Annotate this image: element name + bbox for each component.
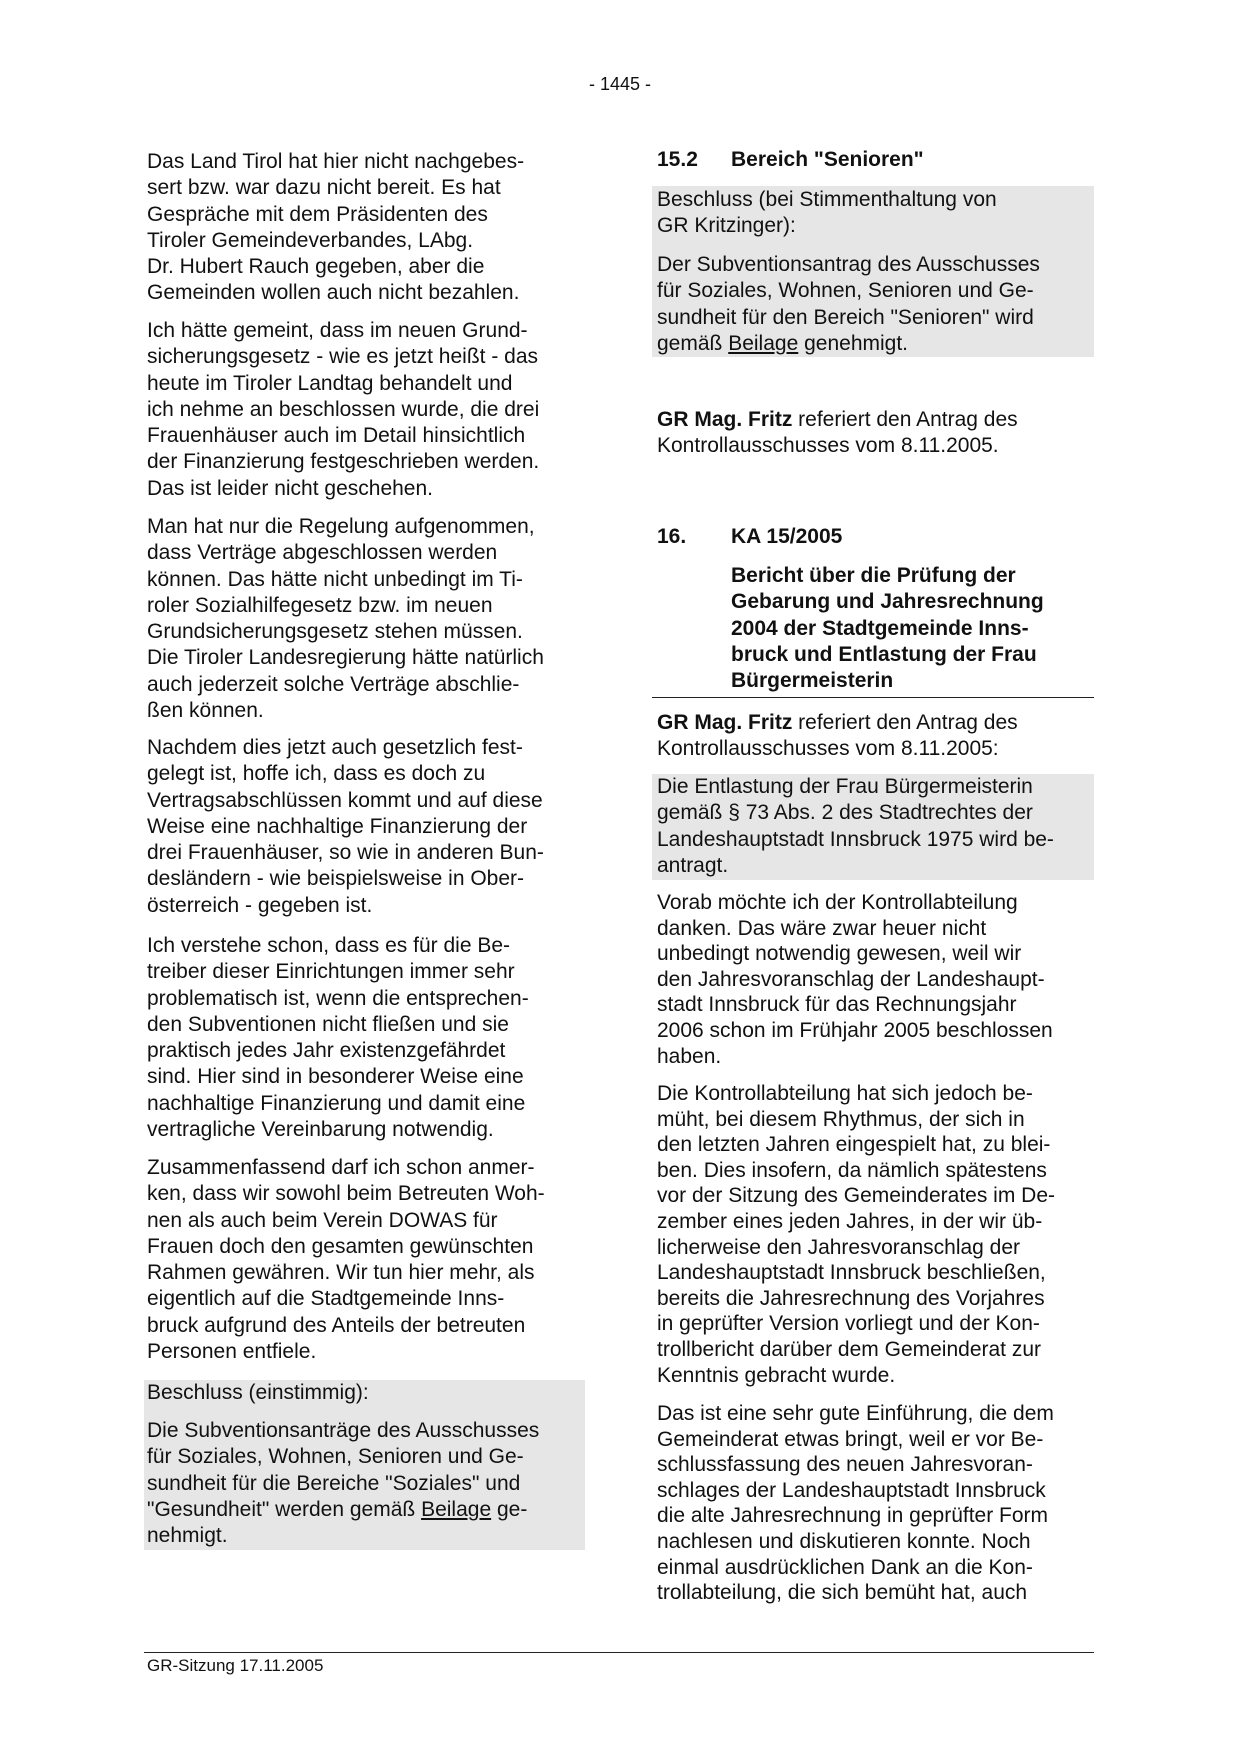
text-line: bruck und Entlastung der Frau (731, 642, 1037, 666)
text-line: sind. Hier sind in besonderer Weise eine (147, 1065, 524, 1089)
text-line: drei Frauenhäuser, so wie in anderen Bun- (147, 841, 544, 865)
text-line: gelegt ist, hoffe ich, dass es doch zu (147, 762, 486, 786)
text-line: nen als auch beim Verein DOWAS für (147, 1208, 498, 1232)
text-line: Kontrollausschusses vom 8.11.2005: (657, 737, 999, 761)
text-line: Gespräche mit dem Präsidenten des (147, 202, 488, 226)
speaker-name: GR Mag. Fritz (657, 408, 793, 431)
text-line: vertragliche Vereinbarung notwendig. (147, 1118, 494, 1142)
text-segment: gemäß (657, 331, 729, 355)
paragraph (147, 1155, 545, 1365)
attachment-reference: Beilage (421, 1497, 492, 1521)
text-segment: referiert den Antrag des (792, 711, 1018, 734)
text-line: Gebarung und Jahresrechnung (731, 590, 1044, 614)
text-line: Die Subventionsanträge des Ausschusses (147, 1419, 540, 1442)
text-line: schlussfassung des neuen Jahresvoran- (657, 1453, 1033, 1477)
text-line: trollabteilung, die sich bemüht hat, auch (657, 1581, 1028, 1605)
resolution-label (657, 187, 997, 240)
text-line: dass Verträge abgeschlossen werden (147, 541, 498, 565)
text-line: ben. Dies insofern, da nämlich spätestens (657, 1158, 1047, 1182)
text-segment: "Gesundheit" werden gemäß (147, 1497, 422, 1521)
section-number: 16. (657, 525, 687, 548)
text-line: Die Kontrollabteilung hat sich jedoch be- (657, 1082, 1033, 1105)
speaker-name: GR Mag. Fritz (657, 711, 793, 734)
text-line: ich nehme an beschlossen wurde, die drei (147, 397, 540, 421)
section-title (731, 563, 1044, 694)
text-line: unbedingt notwendig gewesen, weil wir (657, 942, 1022, 966)
paragraph (147, 514, 544, 724)
text-segment: ge- (491, 1497, 528, 1521)
text-line: sundheit für den Bereich "Senioren" wird (657, 305, 1034, 329)
resolution-text (657, 252, 1040, 357)
text-line: vor der Sitzung des Gemeinderates im De- (657, 1184, 1056, 1208)
motion-text (657, 774, 1054, 879)
text-line: bereits die Jahresrechnung des Vorjahres (657, 1286, 1045, 1310)
text-line: in geprüfter Version vorliegt und der Kon- (657, 1312, 1040, 1336)
text-line: einmal ausdrücklichen Dank an die Kon- (657, 1555, 1033, 1579)
text-line (657, 407, 1018, 433)
text-line: österreich - gegeben ist. (147, 893, 373, 917)
paragraph (657, 1401, 1054, 1606)
text-line: Das ist leider nicht geschehen. (147, 476, 433, 500)
section-code: KA 15/2005 (731, 525, 843, 548)
text-segment: referiert den Antrag des (792, 408, 1018, 431)
report-intro (657, 710, 1018, 763)
text-line: die alte Jahresrechnung in geprüfter Form (657, 1504, 1049, 1528)
footer-divider (144, 1652, 1094, 1653)
text-line: ken, dass wir sowohl beim Betreuten Woh- (147, 1182, 545, 1206)
text-line: Zusammenfassend darf ich schon anmer- (147, 1156, 535, 1179)
text-line: danken. Das wäre zwar heuer nicht (657, 916, 987, 940)
text-line: auch jederzeit solche Verträge abschlie- (147, 672, 520, 696)
text-segment: genehmigt. (798, 331, 909, 355)
text-line: bruck aufgrund des Anteils der betreuten (147, 1313, 526, 1337)
text-line: Nachdem dies jetzt auch gesetzlich fest- (147, 736, 523, 759)
attachment-reference: Beilage (728, 331, 799, 355)
resolution-label (147, 1380, 369, 1406)
text-line: Die Entlastung der Frau Bürgermeisterin (657, 775, 1033, 798)
paragraph (147, 318, 539, 502)
page-number: - 1445 - (588, 74, 652, 94)
text-line: Das ist eine sehr gute Einführung, die dem (657, 1402, 1054, 1425)
text-line: desländern - wie beispielsweise in Ober- (147, 867, 525, 891)
text-line: Der Subventionsantrag des Ausschusses (657, 253, 1040, 276)
text-line: Bürgermeisterin (731, 669, 894, 693)
section-title: Bereich "Senioren" (731, 148, 924, 171)
text-line: der Finanzierung festgeschrieben werden. (147, 450, 540, 474)
text-line: Dr. Hubert Rauch gegeben, aber die (147, 255, 485, 279)
text-line: eigentlich auf die Stadtgemeinde Inns- (147, 1287, 505, 1311)
text-line: Personen entfiele. (147, 1340, 317, 1364)
text-line: Vorab möchte ich der Kontrollabteilung (657, 891, 1018, 914)
text-line: Beschluss (bei Stimmenthaltung von (657, 188, 997, 211)
text-line: den Subventionen nicht fließen und sie (147, 1012, 509, 1036)
paragraph (147, 149, 524, 307)
section-number: 15.2 (657, 148, 698, 171)
text-line: antragt. (657, 853, 729, 877)
paragraph (147, 735, 544, 919)
text-line: GR Kritzinger): (657, 214, 796, 238)
text-line: den letzten Jahren eingespielt hat, zu blei- (657, 1133, 1051, 1157)
text-line: nachhaltige Finanzierung und damit eine (147, 1091, 526, 1115)
text-line: Weise eine nachhaltige Finanzierung der (147, 814, 528, 838)
report-intro (657, 407, 1018, 460)
text-line (147, 1497, 539, 1523)
paragraph (147, 933, 529, 1143)
text-line: Landeshauptstadt Innsbruck beschließen, (657, 1261, 1046, 1285)
footer-text: GR-Sitzung 17.11.2005 (147, 1656, 324, 1675)
text-line: heute im Tiroler Landtag behandelt und (147, 371, 513, 395)
text-line: stadt Innsbruck für das Rechnungsjahr (657, 993, 1017, 1017)
text-line: gemäß § 73 Abs. 2 des Stadtrechtes der (657, 801, 1033, 825)
text-line: ßen können. (147, 699, 264, 723)
text-line: Die Tiroler Landesregierung hätte natürlich (147, 646, 544, 670)
text-line: Landeshauptstadt Innsbruck 1975 wird be- (657, 827, 1054, 851)
text-line: Frauenhäuser auch im Detail hinsichtlich (147, 424, 526, 448)
title-divider (652, 697, 1094, 698)
text-line: Kontrollausschusses vom 8.11.2005. (657, 434, 999, 458)
text-line: Rahmen gewähren. Wir tun hier mehr, als (147, 1261, 535, 1285)
text-line: Kenntnis gebracht wurde. (657, 1363, 896, 1387)
text-line: Das Land Tirol hat hier nicht nachgebes- (147, 150, 525, 173)
resolution-text (147, 1418, 539, 1549)
paragraph (657, 1081, 1055, 1388)
text-line: für Soziales, Wohnen, Senioren und Ge- (657, 279, 1034, 303)
paragraph (657, 890, 1053, 1069)
text-line: für Soziales, Wohnen, Senioren und Ge- (147, 1445, 524, 1469)
text-line: Beschluss (einstimmig): (147, 1381, 369, 1404)
text-line: roler Sozialhilfegesetz bzw. im neuen (147, 593, 493, 617)
text-line: sert bzw. war dazu nicht bereit. Es hat (147, 176, 501, 200)
text-line: nehmigt. (147, 1524, 228, 1548)
text-line: schlages der Landeshauptstadt Innsbruck (657, 1478, 1046, 1502)
text-line: Gemeinden wollen auch nicht bezahlen. (147, 281, 520, 305)
text-line: den Jahresvoranschlag der Landeshaupt- (657, 967, 1045, 991)
text-line: 2006 schon im Frühjahr 2005 beschlossen (657, 1018, 1053, 1042)
text-line: Tiroler Gemeindeverbandes, LAbg. (147, 228, 474, 252)
text-line: sicherungsgesetz - wie es jetzt heißt - das (147, 345, 539, 369)
text-line: müht, bei diesem Rhythmus, der sich in (657, 1107, 1025, 1131)
text-line: können. Das hätte nicht unbedingt im Ti- (147, 567, 523, 591)
text-line: Vertragsabschlüssen kommt und auf diese (147, 788, 543, 812)
text-line: Gemeinderat etwas bringt, weil er vor Be- (657, 1427, 1044, 1451)
text-line (657, 331, 1040, 357)
text-line: Man hat nur die Regelung aufgenommen, (147, 515, 535, 538)
text-line: sundheit für die Bereiche "Soziales" und (147, 1471, 521, 1495)
text-line (657, 710, 1018, 736)
text-line: Ich verstehe schon, dass es für die Be- (147, 934, 511, 957)
text-line: 2004 der Stadtgemeinde Inns- (731, 616, 1029, 640)
text-line: treiber dieser Einrichtungen immer sehr (147, 960, 515, 984)
text-line: Grundsicherungsgesetz stehen müssen. (147, 620, 523, 644)
text-line: licherweise den Jahresvoranschlag der (657, 1235, 1021, 1259)
text-line: zember eines jeden Jahres, in der wir üb- (657, 1209, 1043, 1233)
text-line: nachlesen und diskutieren konnte. Noch (657, 1529, 1031, 1553)
text-line: trollbericht darüber dem Gemeinderat zur (657, 1337, 1042, 1361)
text-line: Bericht über die Prüfung der (731, 564, 1016, 587)
text-line: praktisch jedes Jahr existenzgefährdet (147, 1039, 506, 1063)
text-line: problematisch ist, wenn die entsprechen- (147, 986, 529, 1010)
text-line: haben. (657, 1044, 722, 1068)
text-line: Ich hätte gemeint, dass im neuen Grund- (147, 319, 528, 342)
text-line: Frauen doch den gesamten gewünschten (147, 1234, 534, 1258)
